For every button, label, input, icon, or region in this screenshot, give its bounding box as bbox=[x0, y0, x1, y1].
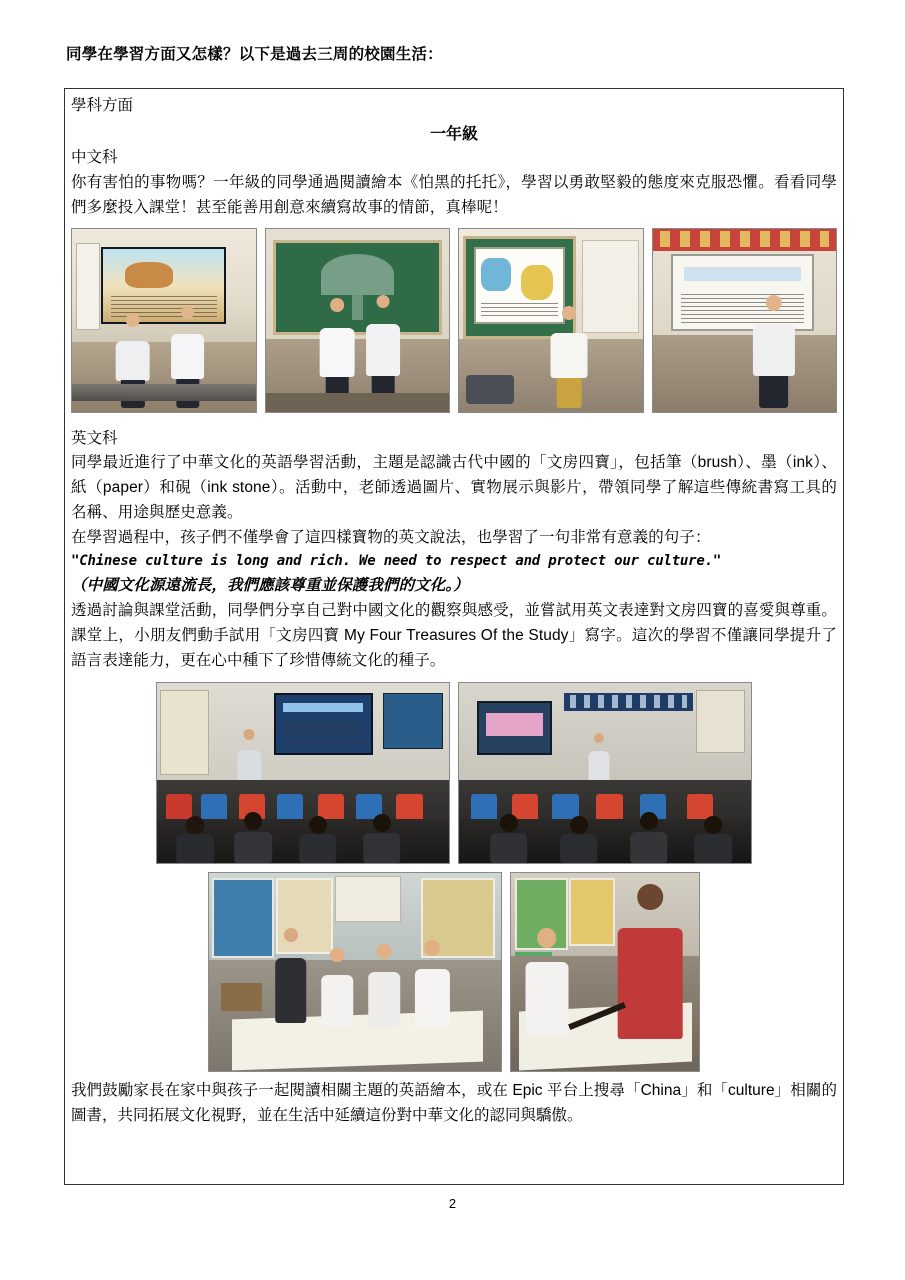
photo-row-chinese bbox=[71, 228, 837, 413]
page-number: 2 bbox=[448, 1196, 457, 1211]
photo-english-3 bbox=[208, 872, 502, 1072]
english-paragraph-1: 同學最近進行了中華文化的英語學習活動，主題是認識古代中國的「文房四寶」，包括筆（brush）、墨（ink）、紙（paper）和硯（ink stone）。活動中，老師透過圖片、實物展示與影片，帶領同學了解這些傳統書寫工具的名稱、用途與歷史意義。 bbox=[71, 453, 837, 522]
subject-english-title: 英文科 bbox=[71, 429, 118, 447]
english-paragraph-3: 透過討論與課堂活動，同學們分享自己對中國文化的觀察與感受，並嘗試用英文表達對文房四寶的喜愛與尊重。課堂上，小朋友們動手試用「文房四寶 My Four Treasures Of the Study」寫字。這次的學習不僅讓同學提升了語言表達能力，更在心中種下了珍惜傳統文化的種子。 bbox=[71, 602, 837, 670]
photo-row-english-1 bbox=[71, 682, 837, 864]
subject-chinese-title: 中文科 bbox=[71, 149, 118, 167]
photo-chinese-2 bbox=[265, 228, 451, 413]
content-box bbox=[64, 88, 844, 1185]
grade-title: 一年級 bbox=[429, 126, 478, 144]
english-paragraph-2: 在學習過程中，孩子們不僅學會了這四樣寶物的英文說法，也學習了一句非常有意義的句子： bbox=[71, 529, 711, 547]
photo-chinese-4 bbox=[652, 228, 838, 413]
section-heading: 學科方面 bbox=[71, 97, 134, 114]
english-closing-paragraph: 我們鼓勵家長在家中與孩子一起閱讀相關主題的英語繪本，或在 Epic 平台上搜尋「China」和「culture」相關的圖書，共同拓展文化視野，並在生活中延續這份對中華文化的認同與驕傲。 bbox=[71, 1081, 837, 1124]
photo-english-2 bbox=[458, 682, 752, 864]
subject-chinese-paragraph: 你有害怕的事物嗎？一年級的同學通過閱讀繪本《怕黑的托托》，學習以勇敢堅毅的態度來克服恐懼。看看同學們多麼投入課堂！甚至能善用創意來續寫故事的情節，真棒呢！ bbox=[71, 173, 837, 216]
english-quote-zh: （中國文化源遠流長，我們應該尊重並保護我們的文化。） bbox=[71, 577, 469, 595]
photo-chinese-1 bbox=[71, 228, 257, 413]
photo-english-1 bbox=[156, 682, 450, 864]
intro-line: 同學在學習方面又怎樣？以下是過去三周的校園生活： bbox=[66, 46, 443, 63]
english-quote-en: "Chinese culture is long and rich. We need to respect and protect our culture." bbox=[71, 553, 722, 570]
photo-chinese-3 bbox=[458, 228, 644, 413]
photo-english-4 bbox=[510, 872, 700, 1072]
photo-row-english-2 bbox=[71, 872, 837, 1072]
